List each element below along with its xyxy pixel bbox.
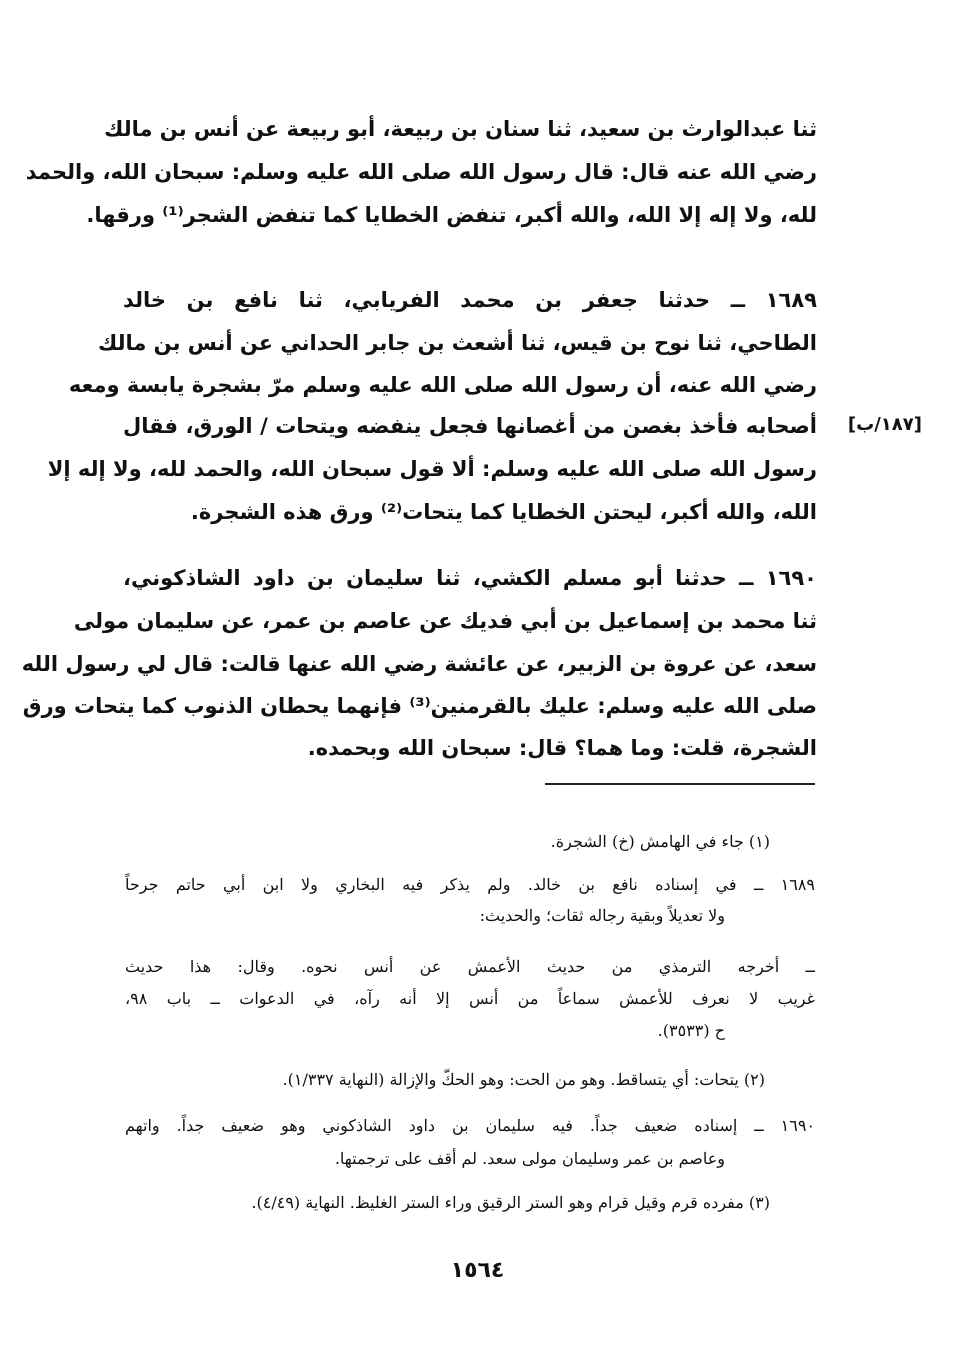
footnote-1689-note: ــ أخرجه الترمذي من حديث الأعمش عن أنس نحوه. وقال: هذا حديث	[125, 957, 815, 976]
footnote-1689: ١٦٨٩ ــ في إسناده نافع بن خالد. ولم يذكر فيه البخاري ولا ابن أبي حاتم جرحاً	[125, 875, 815, 894]
hadith-1689-line: رسول الله صلى الله عليه وسلم: ألا قول سبحان الله، والحمد لله، ولا إله إلا	[47, 457, 817, 481]
hadith-1689-line: رضي الله عنه، أن رسول الله صلى الله عليه وسلم مرّ بشجرة يابسة ومعه	[68, 373, 817, 397]
hadith-1689-line: أصحابه فأخذ بغصن من أغصانها فجعل ينفضه ويتحات / الورق، فقال	[123, 414, 817, 438]
folio-margin-note: [١٨٧/ب]	[847, 414, 922, 435]
hadith-1690-line: سعد، عن عروة بن الزبير، عن عائشة رضي الله عنها قالت: قال لي رسول الله	[21, 652, 817, 676]
footnote-1689-cont: ولا تعديلاً وبقية رجاله ثقات؛ والحديث:	[479, 906, 725, 925]
footnote-1689-note: ح (٣٥٣٣).	[657, 1021, 725, 1040]
footnote-1689-note: غريب لا نعرف للأعمش سماعاً من أنس إلا أنه رآه، في الدعوات ــ باب ٩٨،	[125, 989, 815, 1008]
hadith-1690-line: صلى الله عليه وسلم: عليك بالقرمنين⁽³⁾ فإنهما يحطان الذنوب كما يتحات ورق	[22, 694, 817, 718]
hadith-1690-line: ١٦٩٠ ــ حدثنا أبو مسلم الكشي، ثنا سليمان بن داود الشاذكوني،	[123, 566, 817, 590]
footnote-2: (٢) يتحات: أي يتساقط. وهو من الحت: وهو الحكّ والإزالة (النهاية ١/٣٣٧).	[282, 1070, 765, 1089]
footnote-1690: ١٦٩٠ ــ إسناده ضعيف جداً. فيه سليمان بن داود الشاذكوني وهو ضعيف جداً. واتهم	[125, 1116, 815, 1135]
hadith-1689-line: الله، والله أكبر، ليحتن الخطايا كما يتحات⁽²⁾ ورق هذه الشجرة.	[190, 500, 817, 524]
footnote-3: (٣) مفرده قرم وقيل قرام وهو الستر الرقيق وراء الستر الغليظ. النهاية (٤/٤٩).	[251, 1193, 770, 1212]
hadith-1690-line: الشجرة، قلت: وما هما؟ قال: سبحان الله وبحمده.	[307, 736, 817, 760]
footnote-separator	[545, 783, 815, 785]
footnote-1690-cont: وعاصم بن عمر وسليمان مولى سعد. لم أقف على ترجمتها.	[334, 1149, 725, 1168]
text-line: رضي الله عنه قال: قال رسول الله صلى الله عليه وسلم: سبحان الله، والحمد	[25, 160, 817, 184]
footnote-1: (١) جاء في الهامش (خ) الشجرة.	[550, 832, 770, 851]
hadith-1689-line: الطاحي، ثنا نوح بن قيس، ثنا أشعث بن جابر الحداني عن أنس بن مالك	[98, 331, 817, 355]
hadith-1690-line: ثنا محمد بن إسماعيل بن أبي فديك عن عاصم بن عمر، عن سليمان مولى	[73, 609, 817, 633]
page-number: ١٥٦٤	[450, 1258, 505, 1283]
text-line: لله، ولا إله إلا الله، والله أكبر، تنفض الخطايا كما تنفض الشجر⁽¹⁾ ورقها.	[86, 203, 817, 227]
hadith-1689-line: ١٦٨٩ ــ حدثنا جعفر بن محمد الفريابي، ثنا نافع بن خالد	[123, 288, 817, 312]
text-line: ثنا عبدالوارث بن سعيد، ثنا سنان بن ربيعة، أبو ربيعة عن أنس بن مالك	[104, 117, 817, 141]
